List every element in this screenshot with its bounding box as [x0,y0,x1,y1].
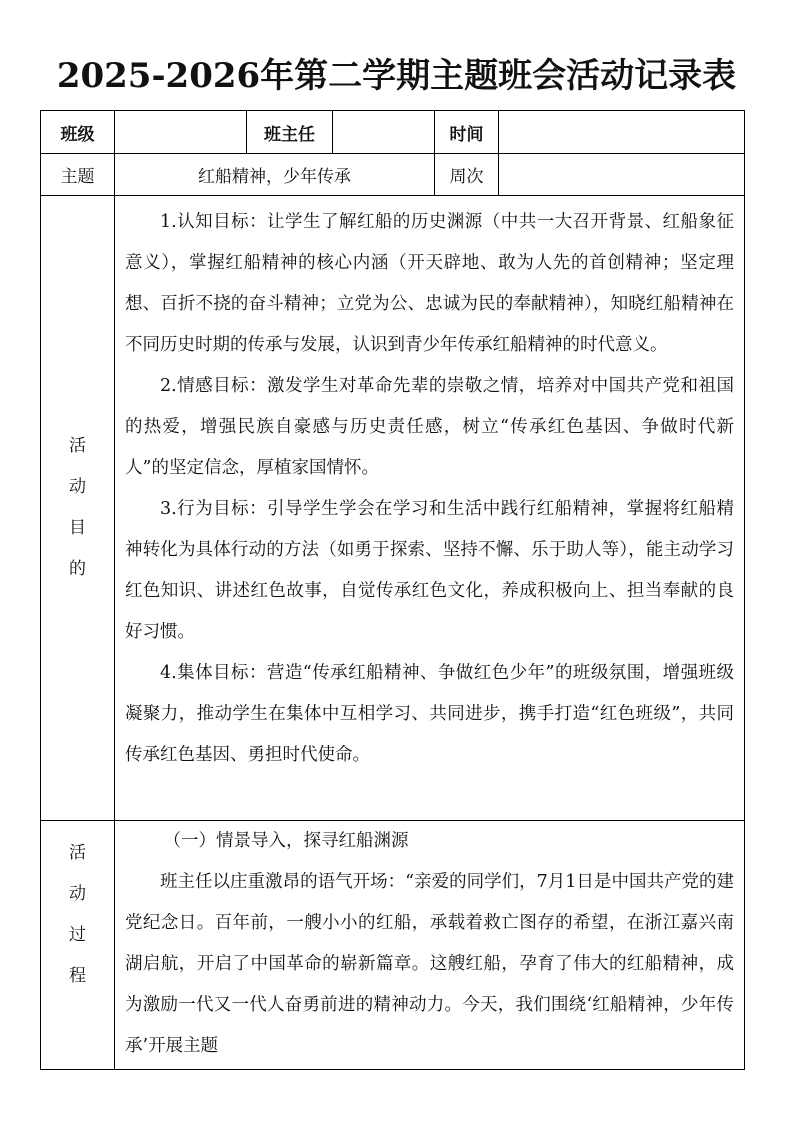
time-label: 时间 [435,111,499,153]
process-label-char: 活 [69,843,86,863]
process-label-char: 程 [69,966,86,986]
week-value-field[interactable] [499,154,744,195]
purpose-label-char: 动 [69,477,86,497]
process-content [115,821,744,1069]
header-row [41,111,744,154]
purpose-label-char: 的 [69,559,86,579]
record-table [40,110,745,1070]
teacher-label: 班主任 [247,111,333,153]
class-value-field[interactable] [115,111,247,153]
process-section-heading: （一）情景导入，探寻红船渊源 [163,831,409,851]
collective-goal-paragraph: 4.集体目标：营造“传承红船精神、争做红色少年”的班级氛围，增强班级凝聚力，推动学生在集体中互相学习、共同进步，携手打造“红色班级”，共同传承红色基因、勇担时代使命。 [125,663,734,765]
process-label [41,821,115,1069]
theme-label: 主题 [41,154,115,195]
process-label-char: 过 [69,925,86,945]
purpose-row [41,196,744,821]
purpose-content [115,196,744,820]
process-row [41,821,744,1069]
purpose-label-char: 活 [69,436,86,456]
page-title: 2025-2026年第二学期主题班会活动记录表 [56,56,737,96]
teacher-value-field[interactable] [333,111,435,153]
cognitive-goal-paragraph: 1.认知目标：让学生了解红船的历史渊源（中共一大召开背景、红船象征意义），掌握红船精神的核心内涵（开天辟地、敢为人先的首创精神；坚定理想、百折不挠的奋斗精神；立党为公、忠诚为民的奉献精神），知晓红船精神在不同历史时期的传承与发展，认识到青少年传承红船精神的时代意义。 [125,212,734,355]
purpose-label-char: 目 [69,518,86,538]
purpose-label [41,196,115,820]
process-label-char: 动 [69,884,86,904]
emotional-goal-paragraph: 2.情感目标：激发学生对革命先辈的崇敬之情，培养对中国共产党和祖国的热爱，增强民族自豪感与历史责任感，树立“传承红色基因、争做时代新人”的坚定信念，厚植家国情怀。 [125,376,734,478]
time-value-field[interactable] [499,111,744,153]
class-label: 班级 [41,111,115,153]
theme-row [41,154,744,196]
theme-value: 红船精神，少年传承 [115,154,435,195]
week-label: 周次 [435,154,499,195]
process-intro-paragraph: 班主任以庄重激昂的语气开场：“亲爱的同学们，7月1日是中国共产党的建党纪念日。百年前，一艘小小的红船，承载着救亡图存的希望，在浙江嘉兴南湖启航，开启了中国革命的崭新篇章。这艘红船，孕育了伟大的红船精神，成为激励一代又一代人奋勇前进的精神动力。今天，我们围绕‘红船精神，少年传承’开展主题 [125,872,734,1056]
behavior-goal-paragraph: 3.行为目标：引导学生学会在学习和生活中践行红船精神，掌握将红船精神转化为具体行动的方法（如勇于探索、坚持不懈、乐于助人等），能主动学习红色知识、讲述红色故事，自觉传承红色文化，养成积极向上、担当奉献的良好习惯。 [125,499,734,642]
